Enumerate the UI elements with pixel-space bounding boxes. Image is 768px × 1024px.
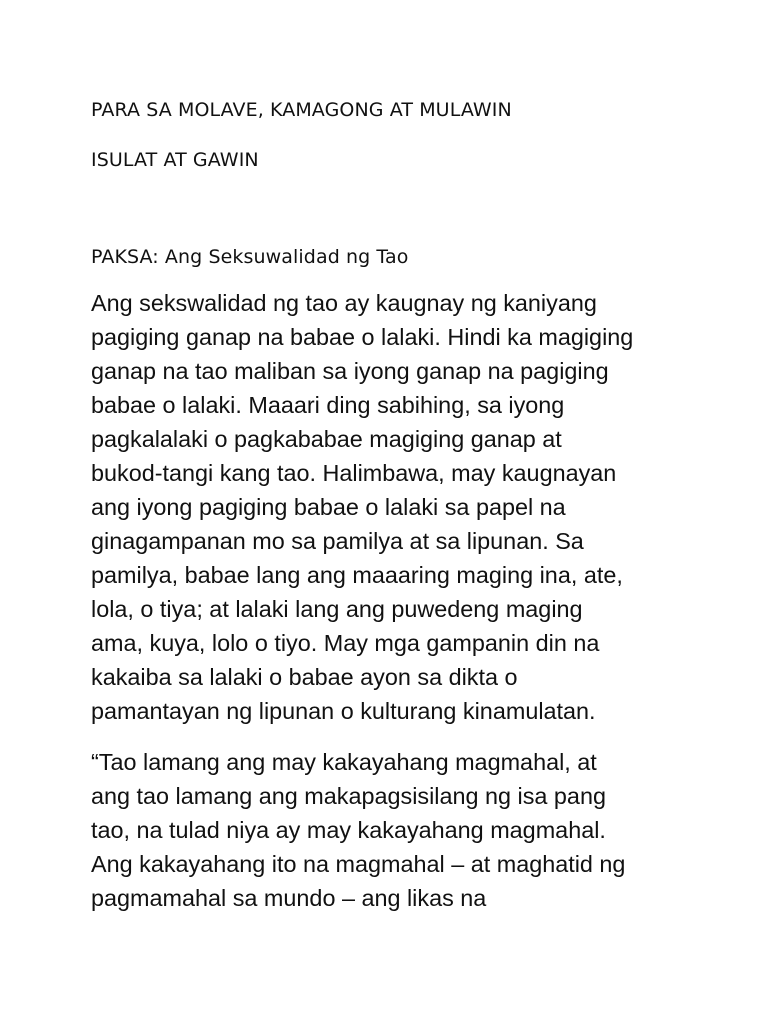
paragraph-line: babae o lalaki. Maaari ding sabihing, sa iyong <box>91 392 565 418</box>
document-title: PARA SA MOLAVE, KAMAGONG AT MULAWIN <box>91 99 512 121</box>
paragraph-line: ang tao lamang ang makapagsisilang ng isa pang <box>91 783 606 809</box>
paragraph-line: lola, o tiya; at lalaki lang ang puwedeng maging <box>91 596 583 622</box>
document-subtitle: ISULAT AT GAWIN <box>91 149 259 171</box>
paragraph-line: ama, kuya, lolo o tiyo. May mga gampanin din na <box>91 630 600 656</box>
paragraph-line: tao, na tulad niya ay may kakayahang magmahal. <box>91 817 606 843</box>
paragraph-line: ginagampanan mo sa pamilya at sa lipunan. Sa <box>91 528 584 554</box>
paragraph-line: “Tao lamang ang may kakayahang magmahal, at <box>91 749 597 775</box>
paragraph-1 <box>91 286 691 728</box>
paragraph-line: Ang sekswalidad ng tao ay kaugnay ng kaniyang <box>91 290 597 316</box>
paragraph-line: Ang kakayahang ito na magmahal – at maghatid ng <box>91 851 626 877</box>
paragraph-line: kakaiba sa lalaki o babae ayon sa dikta o <box>91 664 518 690</box>
paragraph-line: pamantayan ng lipunan o kulturang kinamulatan. <box>91 698 596 724</box>
paragraph-line: bukod-tangi kang tao. Halimbawa, may kaugnayan <box>91 460 617 486</box>
paragraph-line: pagiging ganap na babae o lalaki. Hindi ka magiging <box>91 324 634 350</box>
paragraph-2 <box>91 745 691 915</box>
paragraph-line: pamilya, babae lang ang maaaring maging ina, ate, <box>91 562 623 588</box>
paragraph-line: pagmamahal sa mundo – ang likas na <box>91 885 487 911</box>
paragraph-line: ganap na tao maliban sa iyong ganap na pagiging <box>91 358 609 384</box>
paragraph-line: ang iyong pagiging babae o lalaki sa papel na <box>91 494 566 520</box>
topic-heading: PAKSA: Ang Seksuwalidad ng Tao <box>91 246 409 268</box>
paragraph-line: pagkalalaki o pagkababae magiging ganap at <box>91 426 562 452</box>
